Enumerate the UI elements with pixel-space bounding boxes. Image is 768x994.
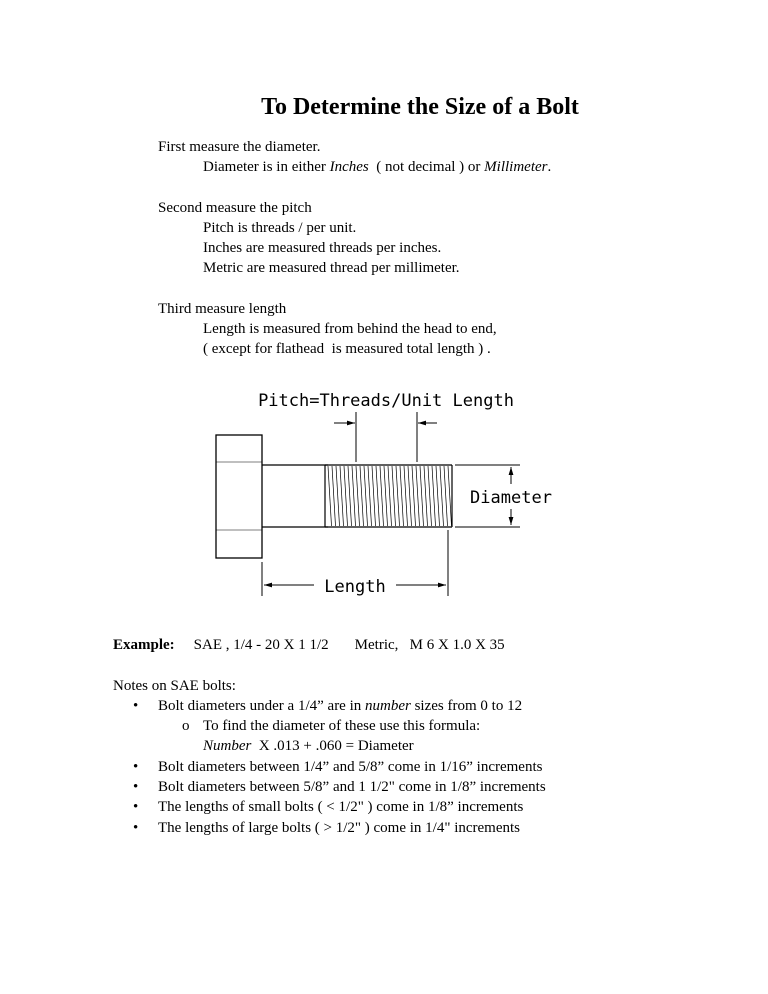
- bullet-marker: •: [133, 820, 139, 836]
- diameter-heading: First measure the diameter.: [158, 139, 321, 155]
- example-line: Example: SAE , 1/4 - 20 X 1 1/2 Metric, M 6 X 1.0 X 35: [113, 637, 505, 653]
- bullet-marker: •: [133, 799, 139, 815]
- thread-line: [408, 466, 412, 526]
- diameter-line: Diameter is in either Inches ( not decimal ) or Millimeter.: [203, 159, 552, 175]
- note-bullet-2: Bolt diameters between 1/4” and 5/8” come in 1/16” increments: [158, 759, 543, 775]
- bullet-marker: •: [133, 759, 139, 775]
- page-title: To Determine the Size of a Bolt: [261, 94, 579, 120]
- note-bullet-5: The lengths of large bolts ( > 1/2" ) come in 1/4" increments: [158, 820, 521, 836]
- thread-line: [376, 466, 380, 526]
- thread-line: [368, 466, 372, 526]
- thread-line: [364, 466, 368, 526]
- formula-line: Number X .013 + .060 = Diameter: [203, 738, 414, 754]
- thread-line: [348, 466, 352, 526]
- pitch-line-2: Inches are measured threads per inches.: [203, 240, 442, 256]
- bolt-threads: [325, 465, 452, 527]
- thread-line: [340, 466, 344, 526]
- thread-line: [372, 466, 376, 526]
- thread-line: [380, 466, 384, 526]
- thread-line: [432, 466, 436, 526]
- thread-line: [436, 466, 440, 526]
- thread-line: [428, 466, 432, 526]
- thread-line: [412, 466, 416, 526]
- thread-line: [392, 466, 396, 526]
- diameter-label: Diameter: [470, 488, 552, 508]
- pitch-line-3: Metric are measured thread per millimeter.: [203, 260, 460, 276]
- length-line-1: Length is measured from behind the head to end,: [203, 321, 497, 337]
- thread-line: [420, 466, 424, 526]
- thread-line: [396, 466, 400, 526]
- thread-line: [360, 466, 364, 526]
- notes-heading: Notes on SAE bolts:: [113, 678, 236, 694]
- length-label: Length: [324, 577, 386, 597]
- thread-line: [404, 466, 408, 526]
- thread-line: [400, 466, 404, 526]
- pitch-line-1: Pitch is threads / per unit.: [203, 220, 357, 236]
- thread-line: [356, 466, 360, 526]
- thread-line: [448, 466, 452, 526]
- length-line-2: ( except for flathead is measured total length ) .: [203, 341, 491, 357]
- sub-bullet-marker: o: [182, 718, 190, 734]
- bolt-shank: [262, 465, 328, 527]
- length-heading: Third measure length: [158, 301, 287, 317]
- thread-line: [416, 466, 420, 526]
- note-bullet-3: Bolt diameters between 5/8” and 1 1/2" come in 1/8” increments: [158, 779, 546, 795]
- thread-line: [388, 466, 392, 526]
- pitch-dimension: [334, 412, 437, 462]
- thread-line: [336, 466, 340, 526]
- bullet-marker: •: [133, 698, 139, 714]
- pitch-label: Pitch=Threads/Unit Length: [258, 391, 514, 411]
- pitch-heading: Second measure the pitch: [158, 200, 312, 216]
- thread-line: [384, 466, 388, 526]
- thread-line: [444, 466, 448, 526]
- thread-line: [352, 466, 356, 526]
- thread-line: [344, 466, 348, 526]
- note-bullet-1: Bolt diameters under a 1/4” are in number sizes from 0 to 12: [158, 698, 523, 714]
- bullet-marker: •: [133, 779, 139, 795]
- thread-line: [440, 466, 444, 526]
- note-bullet-4: The lengths of small bolts ( < 1/2" ) come in 1/8” increments: [158, 799, 524, 815]
- bolt-head: [216, 435, 262, 558]
- thread-line: [424, 466, 428, 526]
- thread-line: [332, 466, 336, 526]
- note-sub-line: To find the diameter of these use this formula:: [203, 718, 481, 734]
- thread-line: [328, 466, 332, 526]
